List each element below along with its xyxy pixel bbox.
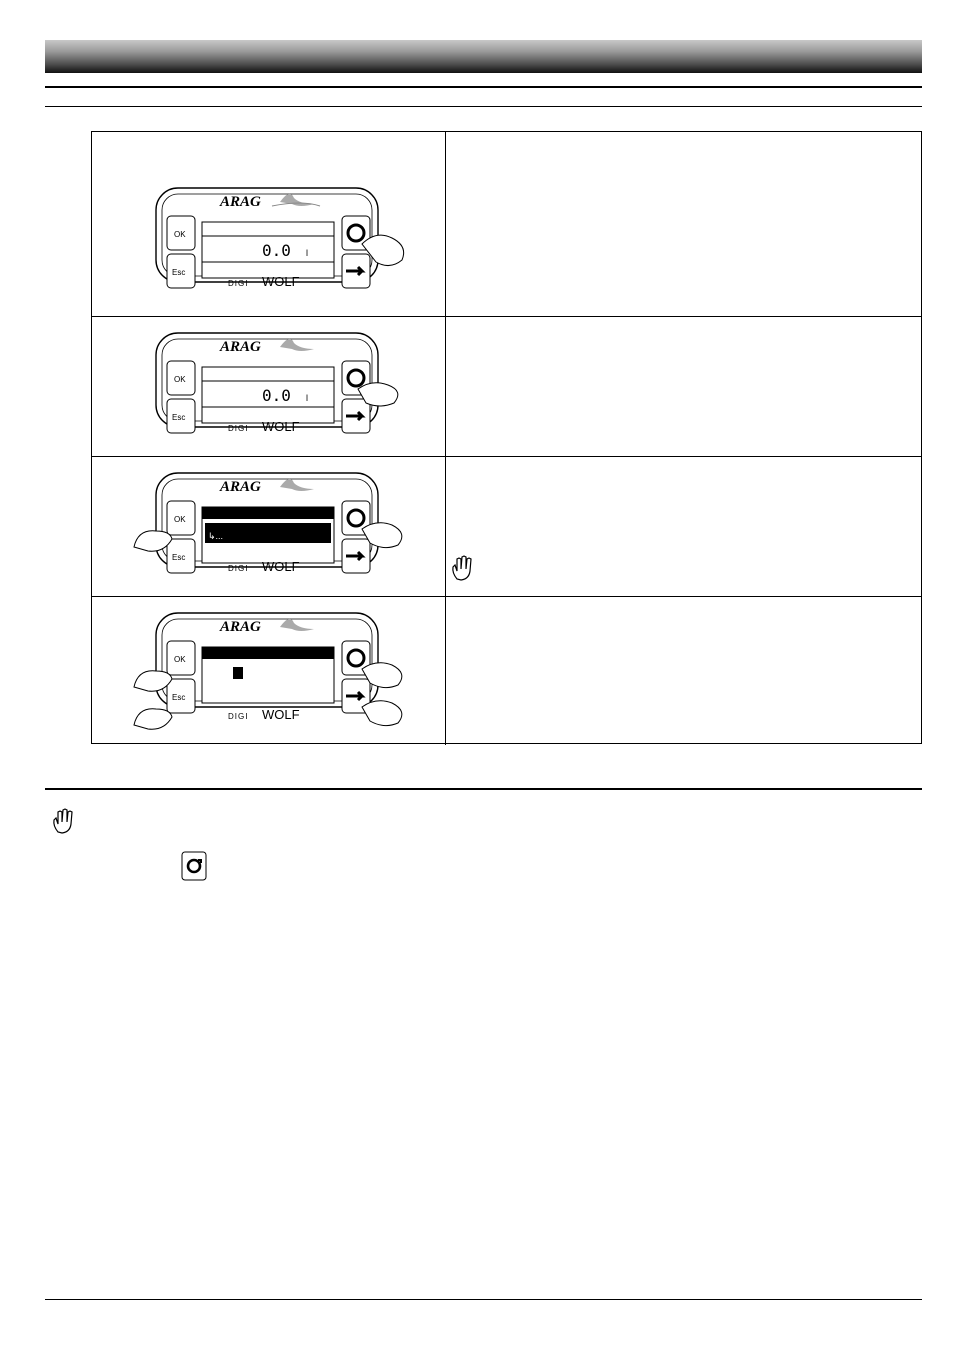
page-header-bar	[45, 40, 922, 73]
ok-key-label: OK	[174, 655, 186, 664]
section-rule	[45, 788, 922, 790]
step-row-1	[92, 132, 921, 316]
model-prefix: DIGI	[228, 712, 249, 721]
device-illustration	[152, 327, 422, 437]
display-unit: l	[306, 248, 308, 258]
display-line: ↳...	[208, 531, 224, 541]
brand-logo: ARAG	[220, 339, 261, 355]
device-illustration	[128, 467, 428, 577]
esc-key-label: Esc	[172, 268, 186, 277]
device-illustration	[128, 607, 428, 733]
esc-key-label: Esc	[172, 553, 186, 562]
warning-hand-icon	[449, 553, 479, 583]
brand-logo: ARAG	[220, 619, 261, 635]
ok-key-label: OK	[174, 375, 186, 384]
model-prefix: DIGI	[228, 424, 249, 433]
brand-logo: ARAG	[220, 194, 261, 210]
ok-key-label: OK	[174, 515, 186, 524]
esc-key-label: Esc	[172, 693, 186, 702]
warning-hand-icon	[50, 805, 80, 837]
model-name: WOLF	[262, 559, 300, 574]
model-prefix: DIGI	[228, 279, 249, 288]
model-name: WOLF	[262, 419, 300, 434]
display-value: 0.0	[262, 241, 291, 260]
step-row-3	[92, 456, 921, 596]
display-unit: l	[306, 393, 308, 403]
step-row-4	[92, 596, 921, 745]
model-name: WOLF	[262, 274, 300, 289]
step-row-2	[92, 316, 921, 456]
display-value: 0.0	[262, 386, 291, 405]
header-rule	[45, 86, 922, 88]
model-name: WOLF	[262, 707, 300, 722]
model-prefix: DIGI	[228, 564, 249, 573]
cycle-key-icon	[181, 851, 207, 881]
procedure-table	[91, 131, 922, 744]
header-subrule	[45, 106, 922, 107]
footer-rule	[45, 1299, 922, 1300]
brand-logo: ARAG	[220, 479, 261, 495]
esc-key-label: Esc	[172, 413, 186, 422]
device-illustration	[152, 182, 422, 292]
ok-key-label: OK	[174, 230, 186, 239]
